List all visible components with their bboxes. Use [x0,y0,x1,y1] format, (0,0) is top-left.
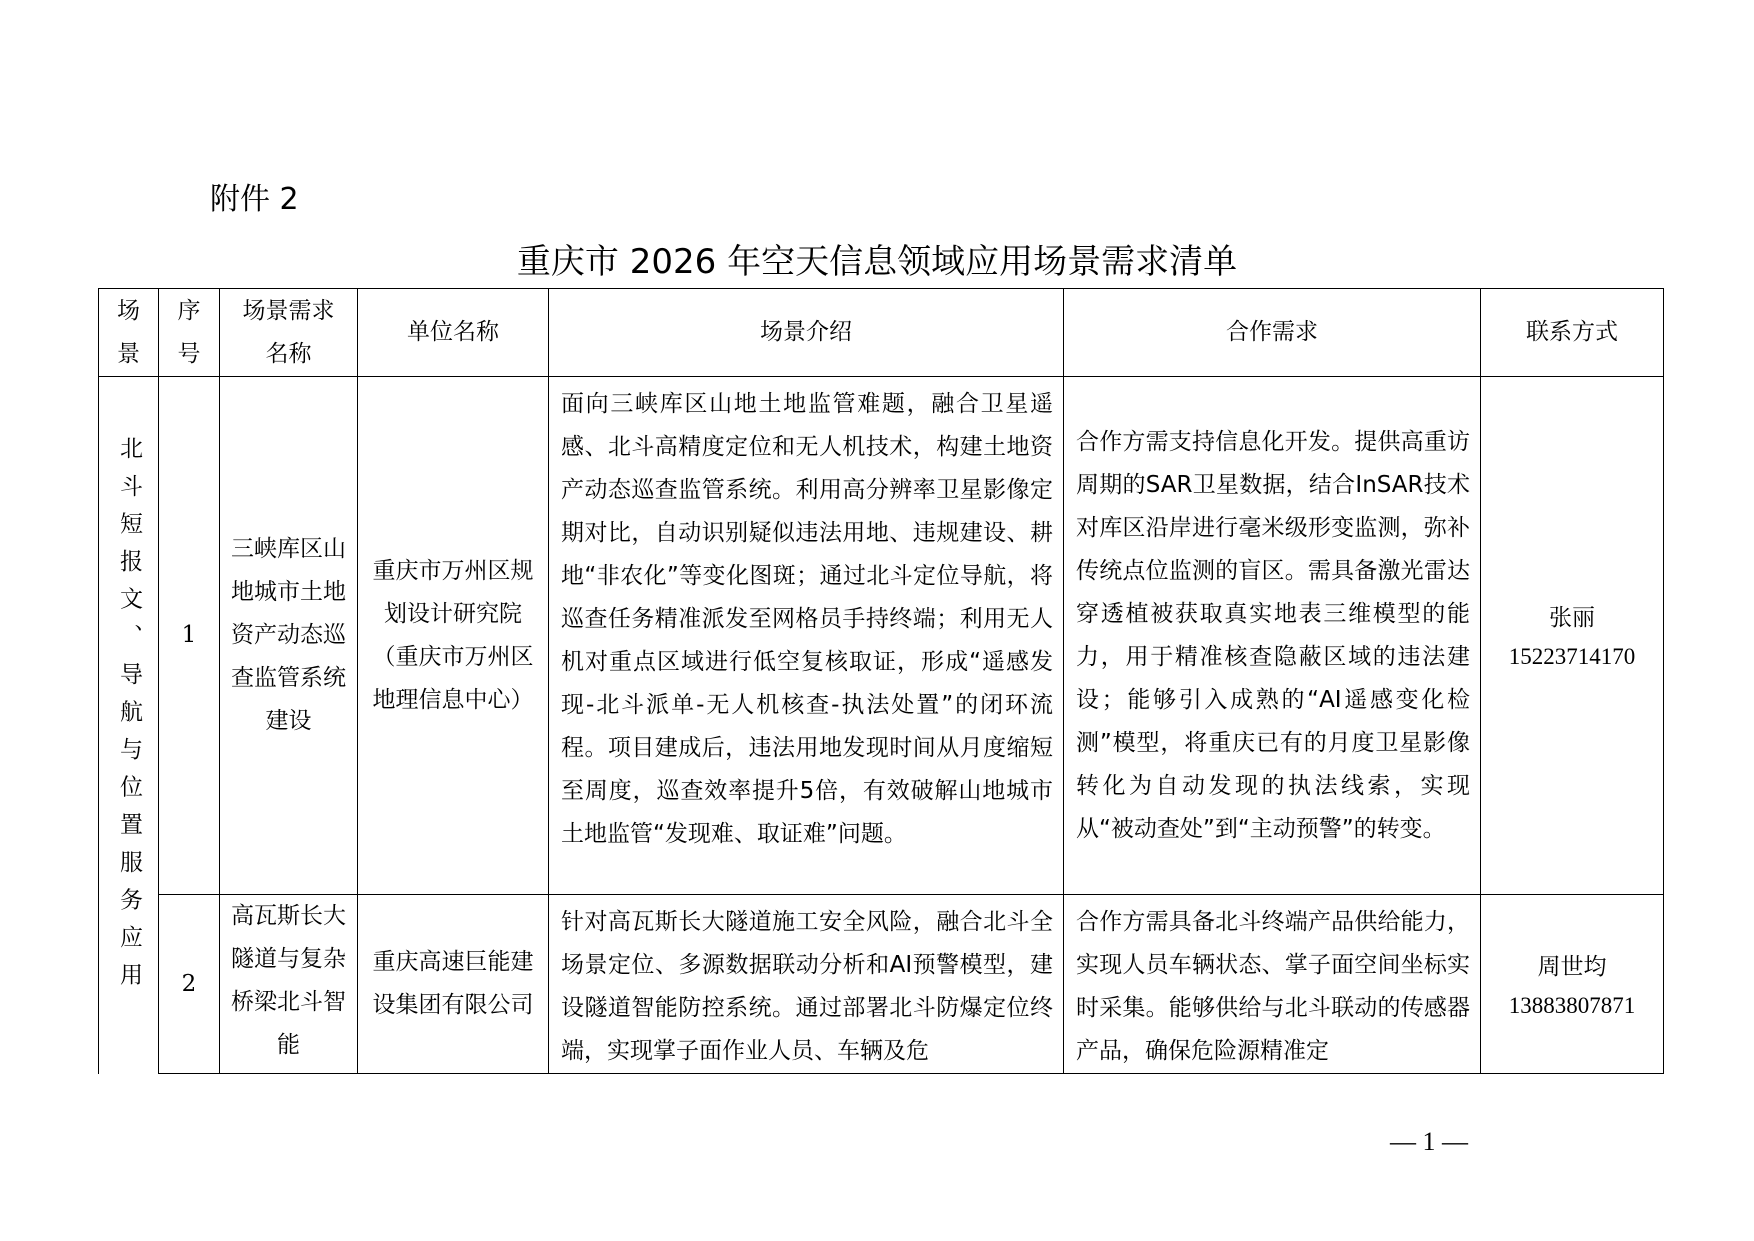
contact-cell [1481,895,1664,1074]
header-contact: 联系方式 [1481,289,1664,377]
cooperation-demand: 合作方需支持信息化开发。提供高重访周期的SAR卫星数据，结合InSAR技术对库区沿岸进行毫米级形变监测，弥补传统点位监测的盲区。需具备激光雷达穿透植被获取真实地表三维模型的能力，用于精准核查隐蔽区域的违法建设；能够引入成熟的“AI遥感变化检测”模型，将重庆已有的月度卫星影像转化为自动发现的执法线索，实现从“被动查处”到“主动预警”的转变。 [1064,377,1481,895]
header-cooperation: 合作需求 [1064,289,1481,377]
table-row [99,377,1664,895]
header-intro: 场景介绍 [549,289,1064,377]
contact-phone: 13883807871 [1508,992,1636,1018]
row-index: 2 [159,895,220,1074]
demand-name: 三峡库区山地城市土地资产动态巡查监管系统建设 [220,377,358,895]
table-header-row [99,289,1664,377]
demand-table [98,288,1664,1074]
header-demand-name: 场景需求 名称 [220,289,358,377]
scene-intro: 针对高瓦斯长大隧道施工安全风险，融合北斗全场景定位、多源数据联动分析和AI预警模型，建设隧道智能防控系统。通过部署北斗防爆定位终端，实现掌子面作业人员、车辆及危 [549,895,1064,1074]
contact-name: 张丽 [1549,605,1595,631]
scene-category-cell [99,377,159,1074]
document-title: 重庆市 2026 年空天信息领域应用场景需求清单 [516,242,1238,282]
contact-name: 周世均 [1537,953,1607,980]
contact-phone: 15223714170 [1508,644,1636,669]
page-number: — 1 — [1390,1127,1468,1156]
unit-name: 重庆市万州区规划设计研究院（重庆市万州区地理信息中心） [358,377,549,895]
header-index: 序 号 [159,289,220,377]
header-unit: 单位名称 [358,289,549,377]
scene-category: 北斗短报文、导航与位置服务应用 [116,435,142,1000]
header-scene: 场 景 [99,289,159,377]
row-index: 1 [159,377,220,895]
contact-cell [1481,377,1664,895]
cooperation-demand: 合作方需具备北斗终端产品供给能力，实现人员车辆状态、掌子面空间坐标实时采集。能够供给与北斗联动的传感器产品，确保危险源精准定 [1064,895,1481,1074]
unit-name: 重庆高速巨能建设集团有限公司 [358,895,549,1074]
demand-name: 高瓦斯长大隧道与复杂桥梁北斗智能 [220,895,358,1074]
scene-intro: 面向三峡库区山地土地监管难题，融合卫星遥感、北斗高精度定位和无人机技术，构建土地资产动态巡查监管系统。利用高分辨率卫星影像定期对比，自动识别疑似违法用地、违规建设、耕地“非农化”等变化图斑；通过北斗定位导航，将巡查任务精准派发至网格员手持终端；利用无人机对重点区域进行低空复核取证，形成“遥感发现-北斗派单-无人机核查-执法处置”的闭环流程。项目建成后，违法用地发现时间从月度缩短至周度，巡查效率提升5倍，有效破解山地城市土地监管“发现难、取证难”问题。 [549,377,1064,895]
table-row [99,895,1664,1074]
attachment-label: 附件 2 [210,182,299,217]
